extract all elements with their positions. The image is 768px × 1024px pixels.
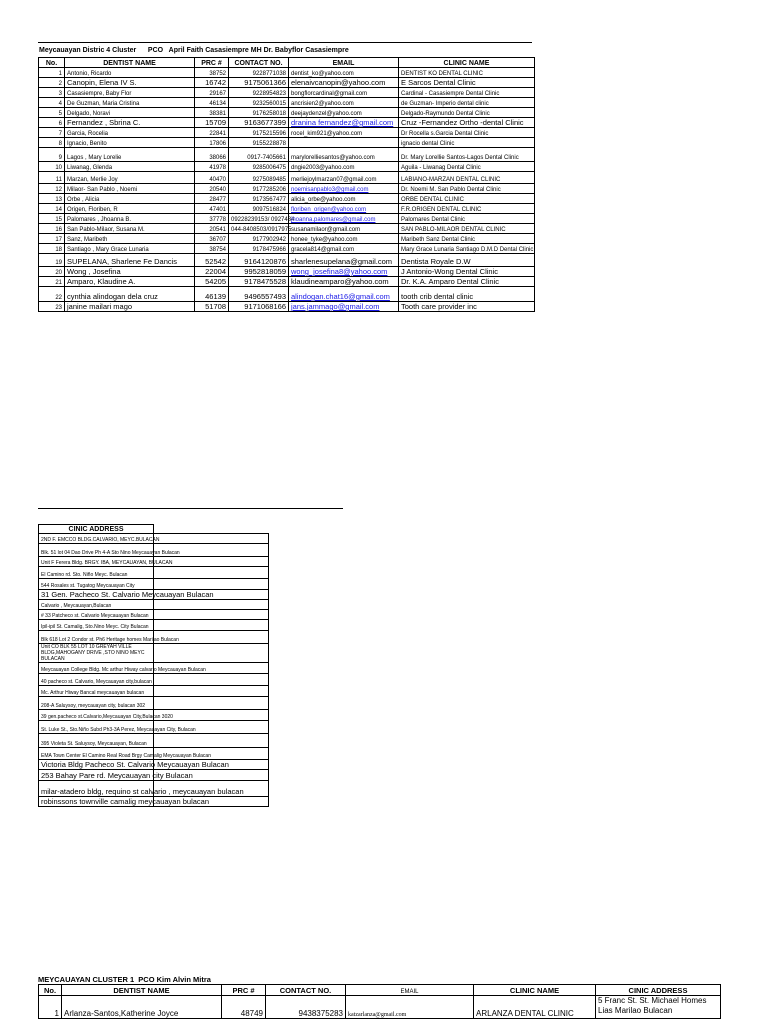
cell-email[interactable]: jhoanna.palomares@gmail.com: [289, 214, 399, 224]
table-row: [39, 600, 269, 610]
cell-clinic-name: DENTIST KO DENTAL CLINIC: [399, 68, 535, 78]
cell-clinic-name: Cardinal - Casasiempre Dental Clinic: [399, 88, 535, 98]
table-row: [39, 557, 269, 567]
cell-contact: 044-8408503/0917975: [229, 224, 289, 234]
cell-clinic-address: 31 Gen. Pacheco St. Calvario Meycauayan Bulacan: [39, 590, 154, 600]
cell-no: 13: [39, 194, 65, 204]
table-row: [39, 224, 535, 234]
cell-clinic-address: Blk. 51 lot 04 Dao Drive Ph 4-A Sto Nino Meycauayan Bulacan: [39, 544, 154, 557]
cell-dentist-name: De Guzman, Maria Cristina: [65, 98, 195, 108]
cell-email: klaudineamparo@yahoo.com: [289, 277, 399, 287]
cell-prc: 20541: [195, 224, 229, 234]
header-prc: PRC #: [195, 58, 229, 68]
cell-empty: [154, 734, 269, 748]
cell-clinic-address: robinssons townville camalig meycauayan bulacan: [39, 797, 154, 807]
cell-clinic-address: Unit CO BLK 55 LOT 10 GREYAH VILLE BLDG,MAHOGANY DRIVE ,STO NINO MEYC BULACAN: [39, 644, 154, 663]
cell-email[interactable]: alindogan.chat16@gmail.com: [289, 287, 399, 302]
cell-no: 12: [39, 184, 65, 194]
cell-clinic-address: 208-A Saluysoy, meycauayan city, bulacan 302: [39, 697, 154, 710]
cell-clinic-name: Delgado-Raymundo Dental Clinic: [399, 108, 535, 118]
header-prc: PRC #: [222, 985, 266, 996]
cell-dentist-name: Palomares , Jhoanna B.: [65, 214, 195, 224]
cell-clinic-address: 40 pacheco st. Calvario, Meycauayan city,bulacan: [39, 674, 154, 686]
cell-email: honee_tyke@yahoo.com: [289, 234, 399, 244]
header-clinic-address: CINIC ADDRESS: [596, 985, 721, 996]
cell-no: 1: [39, 68, 65, 78]
cell-contact: 9178475528: [229, 277, 289, 287]
header-contact: CONTACT NO.: [266, 985, 346, 996]
table-row: [39, 68, 535, 78]
cell-dentist-name: Antonio, Ricardo: [65, 68, 195, 78]
cell-prc: 15709: [195, 118, 229, 128]
cell-contact: 0917-7405661: [229, 148, 289, 162]
cell-clinic-name: tooth crib dental clinic: [399, 287, 535, 302]
cell-empty: [154, 620, 269, 631]
cell-dentist-name: Garcia, Rocelia: [65, 128, 195, 138]
table-row: [39, 674, 269, 686]
cell-contact: 9228954823: [229, 88, 289, 98]
cell-contact: 9438375283: [266, 996, 346, 1019]
table-row: [39, 287, 535, 302]
table-header-row: [39, 525, 269, 534]
cell-no: 6: [39, 118, 65, 128]
cell-no: 2: [39, 78, 65, 88]
table-row: [39, 631, 269, 644]
cell-contact: 9175215596: [229, 128, 289, 138]
cell-contact: 09228239153/ 0927434: [229, 214, 289, 224]
cell-contact: 9173567477: [229, 194, 289, 204]
table-row: [39, 770, 269, 781]
clinic-address-table: [38, 524, 269, 807]
cell-empty: [154, 579, 269, 590]
table-row: [39, 184, 535, 194]
header-clinic-name: CLINIC NAME: [399, 58, 535, 68]
cell-prc: 46139: [195, 287, 229, 302]
cell-clinic-name: Maribeth Sanz Dental Clinic: [399, 234, 535, 244]
cell-dentist-name: Lagos , Mary Lorelie: [65, 148, 195, 162]
cell-dentist-name: Casasiempre, Baby Flor: [65, 88, 195, 98]
cell-no: 18: [39, 244, 65, 254]
header-no: No.: [39, 985, 62, 996]
cell-no: 15: [39, 214, 65, 224]
table-row: [39, 234, 535, 244]
table-row: [39, 544, 269, 557]
cell-no: 11: [39, 172, 65, 184]
cell-clinic-address: Blk 618 Lot 2 Condor st. Ph6 Heritage homes Marilao Bulacan: [39, 631, 154, 644]
cell-no: 10: [39, 162, 65, 172]
cell-email: rocel_kim921@yahoo.com: [289, 128, 399, 138]
cell-email: susanamilaor@gmail.com: [289, 224, 399, 234]
cell-dentist-name: Fernandez , Sbrina C.: [65, 118, 195, 128]
cell-prc: 20540: [195, 184, 229, 194]
cell-clinic-name: Mary Grace Lunaria Santiago D.M.D Dental Clinic: [399, 244, 535, 254]
cell-clinic-address: milar-atadero bldg, requino st calvario , meycauayan bulacan: [39, 781, 154, 797]
table-row: [39, 610, 269, 620]
cell-no: 23: [39, 302, 65, 312]
table-row: [39, 78, 535, 88]
cell-prc: 54205: [195, 277, 229, 287]
table-row: [39, 254, 535, 267]
cell-clinic-address: 395 Violeta St. Saluysoy, Meycauayan, Bulacan: [39, 734, 154, 748]
cell-email[interactable]: wong_josefina8@yahoo.com: [289, 267, 399, 277]
cell-clinic-name: Cruz -Fernandez Ortho -dental Clinic: [399, 118, 535, 128]
cell-contact: 9097516824: [229, 204, 289, 214]
cell-prc: 28477: [195, 194, 229, 204]
cell-clinic-name: LABIANO-MARZAN DENTAL CLINIC: [399, 172, 535, 184]
header-email: EMAIL: [289, 58, 399, 68]
cell-no: 9: [39, 148, 65, 162]
cluster1-dentist-table: [38, 984, 721, 1019]
cell-no: 16: [39, 224, 65, 234]
cell-no: 8: [39, 138, 65, 148]
cell-email: marylorelliesantos@yahoo.com: [289, 148, 399, 162]
table-row: [39, 267, 535, 277]
table-row: [39, 534, 269, 544]
cell-clinic-address: 5 Franc St. St. Michael Homes Lias Marilao Bulacan: [596, 996, 721, 1019]
cell-clinic-name: Tooth care provider inc: [399, 302, 535, 312]
cell-clinic-address: St. Luke St., Sto.Niño Subd Ph3-3A Perez, Meycauayan City, Bulacan: [39, 721, 154, 734]
cell-clinic-name: Dr. Mary Lorellie Santos-Lagos Dental Clinic: [399, 148, 535, 162]
table-row: [39, 579, 269, 590]
table-row: [39, 567, 269, 579]
cell-no: 7: [39, 128, 65, 138]
cell-contact: 9232560015: [229, 98, 289, 108]
cell-contact: 9177902942: [229, 234, 289, 244]
cell-email: alicia_orbe@yahoo.com: [289, 194, 399, 204]
cell-email: deejaydenzel@yahoo.com: [289, 108, 399, 118]
table-row: [39, 748, 269, 760]
cell-contact: 9155228878: [229, 138, 289, 148]
cluster1-title: MEYCAUAYAN CLUSTER 1 PCO Kim Alvin Mitra: [38, 975, 211, 984]
cell-prc: 38754: [195, 244, 229, 254]
cell-clinic-name: J Antonio-Wong Dental Clinic: [399, 267, 535, 277]
cell-clinic-address: Meycauayan College Bldg. Mc arthur Hiway calvario Meycauayan Bulacan: [39, 663, 154, 674]
cell-prc: 16742: [195, 78, 229, 88]
table-row: [39, 88, 535, 98]
cell-empty: [154, 697, 269, 710]
cell-clinic-address: Unit F Ferera Bldg. BRGY. IBA, MEYCAUAYAN, BULACAN: [39, 557, 154, 567]
cell-prc: 47401: [195, 204, 229, 214]
cell-email: bongflorcardinal@gmail.com: [289, 88, 399, 98]
cell-contact: 9163677399: [229, 118, 289, 128]
cell-prc: 48749: [222, 996, 266, 1019]
cell-clinic-address: 544 Rosales st. Tugatog Meycauayan City: [39, 579, 154, 590]
cell-no: 17: [39, 234, 65, 244]
cell-email[interactable]: jans.jammago@gmail.com: [289, 302, 399, 312]
cell-clinic-name: ignacio dental Clinic: [399, 138, 535, 148]
header-email: EMAIL: [346, 985, 474, 996]
table-row: [39, 194, 535, 204]
cell-clinic-name: de Guzman- Imperio dental clinic: [399, 98, 535, 108]
cell-prc: 52542: [195, 254, 229, 267]
cell-email: ancrisien2@yahoo.com: [289, 98, 399, 108]
cell-no: 20: [39, 267, 65, 277]
table-row: [39, 710, 269, 721]
cell-email: [289, 138, 399, 148]
cell-empty: [154, 674, 269, 686]
cell-prc: 51708: [195, 302, 229, 312]
cell-contact: 9496557493: [229, 287, 289, 302]
cell-email[interactable]: noemisanpablo3@gmail.com: [289, 184, 399, 194]
cell-prc: 36707: [195, 234, 229, 244]
cell-prc: 41978: [195, 162, 229, 172]
cluster4-title: Meycauayan Distric 4 Cluster PCO April Faith Casasiempre MH Dr. Babyflor Casasiempre: [39, 47, 349, 54]
table-header-row: [39, 58, 535, 68]
cell-email[interactable]: dranina fernandez@gmail.com: [289, 118, 399, 128]
cell-prc: 38381: [195, 108, 229, 118]
cell-empty: [154, 686, 269, 697]
cell-email: gracela814@gmail.com: [289, 244, 399, 254]
cell-contact: 9275089485: [229, 172, 289, 184]
table-row: [39, 721, 269, 734]
cell-no: 5: [39, 108, 65, 118]
cell-dentist-name: Milaor- San Pablo , Noemi: [65, 184, 195, 194]
table-row: [39, 663, 269, 674]
cell-clinic-name: Dr. Noemi M. San Pablo Dental Clinic: [399, 184, 535, 194]
table-row: [39, 620, 269, 631]
cell-email: katzarlanza@gmail.com: [346, 996, 474, 1019]
cluster4-dentist-table: [38, 57, 535, 312]
table-row: [39, 138, 535, 148]
cell-clinic-address: 253 Bahay Pare rd. Meycauayan city Bulacan: [39, 770, 154, 781]
cell-clinic-address: El Camino rd. Sto. Niño Meyc. Bulacan: [39, 567, 154, 579]
cell-contact: 9228771038: [229, 68, 289, 78]
table-row: [39, 734, 269, 748]
table-header-row: [39, 985, 721, 996]
table-row: [39, 686, 269, 697]
cell-clinic-address: Ipil-ipil St. Camalig, Sto.Nino Meyc. City Bulacan: [39, 620, 154, 631]
cell-empty: [154, 610, 269, 620]
cell-prc: 38752: [195, 68, 229, 78]
cell-email: sharlenesupelana@gmail.com: [289, 254, 399, 267]
cell-clinic-address: Mc. Arthur Hiway Bancal meycauayan bulacan: [39, 686, 154, 697]
cell-empty: [154, 644, 269, 663]
header-dentist-name: DENTIST NAME: [62, 985, 222, 996]
cell-dentist-name: Canopin, Elena IV S.: [65, 78, 195, 88]
cell-email[interactable]: floriben_origen@yahoo.com: [289, 204, 399, 214]
cell-empty: [154, 567, 269, 579]
table-row: [39, 118, 535, 128]
cell-contact: 9285006475: [229, 162, 289, 172]
table-row: [39, 204, 535, 214]
cell-clinic-name: Dr Rocella s.Garcia Dental Clinic: [399, 128, 535, 138]
cell-dentist-name: Delgado, Noravi: [65, 108, 195, 118]
cell-dentist-name: Sanz, Maribeth: [65, 234, 195, 244]
cell-dentist-name: Orbe , Alicia: [65, 194, 195, 204]
cell-prc: 46134: [195, 98, 229, 108]
cell-dentist-name: San Pablo-Milaor, Susana M.: [65, 224, 195, 234]
cell-clinic-name: Aguila - Liwanag Dental Clinic: [399, 162, 535, 172]
table-row: [39, 148, 535, 162]
cell-dentist-name: SUPELANA, Sharlene Fe Dancis: [65, 254, 195, 267]
table-row: [39, 128, 535, 138]
cell-dentist-name: Ignacio, Benito: [65, 138, 195, 148]
cell-dentist-name: janine mailari mago: [65, 302, 195, 312]
cell-clinic-address: Victoria Bldg Pacheco St. Calvario Meycauayan Bulacan: [39, 760, 154, 770]
cell-dentist-name: Santiago , Mary Grace Lunaria: [65, 244, 195, 254]
cell-contact: 9178475966: [229, 244, 289, 254]
cell-prc: 37778: [195, 214, 229, 224]
table-row: [39, 760, 269, 770]
cell-no: 21: [39, 277, 65, 287]
header-contact: CONTACT NO.: [229, 58, 289, 68]
cell-contact: 9164120876: [229, 254, 289, 267]
cell-clinic-name: F.R.ORIGEN DENTAL CLINIC: [399, 204, 535, 214]
cell-email: merliejoylmarzan07@gmail.com: [289, 172, 399, 184]
cell-clinic-address: 39 gen.pacheco st.Calvario,Meycauayan City,Bulacan 3020: [39, 710, 154, 721]
cell-no: 14: [39, 204, 65, 214]
cell-dentist-name: Marzan, Merlie Joy: [65, 172, 195, 184]
cell-empty: [154, 534, 269, 544]
header-clinic-address: CINIC ADDRESS: [39, 525, 154, 534]
table-row: [39, 644, 269, 663]
cell-prc: 22841: [195, 128, 229, 138]
cell-no: 4: [39, 98, 65, 108]
table-row: [39, 590, 269, 600]
cell-prc: 22004: [195, 267, 229, 277]
cell-clinic-name: Dentista Royale D.W: [399, 254, 535, 267]
cell-clinic-address: 2ND F. EMCCO BLDG.CALVARIO, MEYC.BULACAN: [39, 534, 154, 544]
cell-prc: 40470: [195, 172, 229, 184]
cell-clinic-address: Calvario , Meycauayan,Bulacan: [39, 600, 154, 610]
cell-no: 19: [39, 254, 65, 267]
header-no: No.: [39, 58, 65, 68]
cell-empty: [154, 600, 269, 610]
header-clinic-name: CLINIC NAME: [474, 985, 596, 996]
cell-clinic-address: EMA Town Center El Camino Real Road Brgy Camalig Meycauayan Bulacan: [39, 748, 154, 760]
table-row: [39, 302, 535, 312]
cell-clinic-address: # 33 Patcheco st. Calvario Meycauayan Bulacan: [39, 610, 154, 620]
table-row: [39, 108, 535, 118]
table-row: [39, 162, 535, 172]
table-row: [39, 996, 721, 1019]
cell-no: 1: [39, 996, 62, 1019]
cell-contact: 9171068166: [229, 302, 289, 312]
cell-clinic-name: Dr. K.A. Amparo Dental Clinic: [399, 277, 535, 287]
table-row: [39, 244, 535, 254]
cell-no: 22: [39, 287, 65, 302]
cell-clinic-name: ARLANZA DENTAL CLINIC: [474, 996, 596, 1019]
cell-contact: 9177285206: [229, 184, 289, 194]
cell-dentist-name: Amparo, Klaudine A.: [65, 277, 195, 287]
cell-dentist-name: cynthia alindogan dela cruz: [65, 287, 195, 302]
cell-prc: 17806: [195, 138, 229, 148]
cell-clinic-name: Palomares Dental Clinic: [399, 214, 535, 224]
header-dentist-name: DENTIST NAME: [65, 58, 195, 68]
cell-clinic-name: SAN PABLO-MILAOR DENTAL CLINIC: [399, 224, 535, 234]
cell-email: dentist_ko@yahoo.com: [289, 68, 399, 78]
cell-prc: 38066: [195, 148, 229, 162]
table-row: [39, 781, 269, 797]
table-row: [39, 98, 535, 108]
cell-prc: 29167: [195, 88, 229, 98]
cell-dentist-name: Arlanza-Santos,Katherine Joyce: [62, 996, 222, 1019]
cell-dentist-name: Liwanag, Glenda: [65, 162, 195, 172]
cell-dentist-name: Wong , Josefina: [65, 267, 195, 277]
cell-email: elenaivcanopin@yahoo.com: [289, 78, 399, 88]
table-row: [39, 277, 535, 287]
cell-clinic-name: E Sarcos Dental Clinic: [399, 78, 535, 88]
cell-clinic-name: ORBE DENTAL CLINIC: [399, 194, 535, 204]
cell-no: 3: [39, 88, 65, 98]
table-row: [39, 214, 535, 224]
cell-contact: 9176258018: [229, 108, 289, 118]
cell-contact: 9952818059: [229, 267, 289, 277]
table-row: [39, 797, 269, 807]
cell-dentist-name: Origen, Floriben, R: [65, 204, 195, 214]
cell-email: dngie2003@yahoo.com: [289, 162, 399, 172]
table-row: [39, 697, 269, 710]
cell-contact: 9175061366: [229, 78, 289, 88]
table-row: [39, 172, 535, 184]
